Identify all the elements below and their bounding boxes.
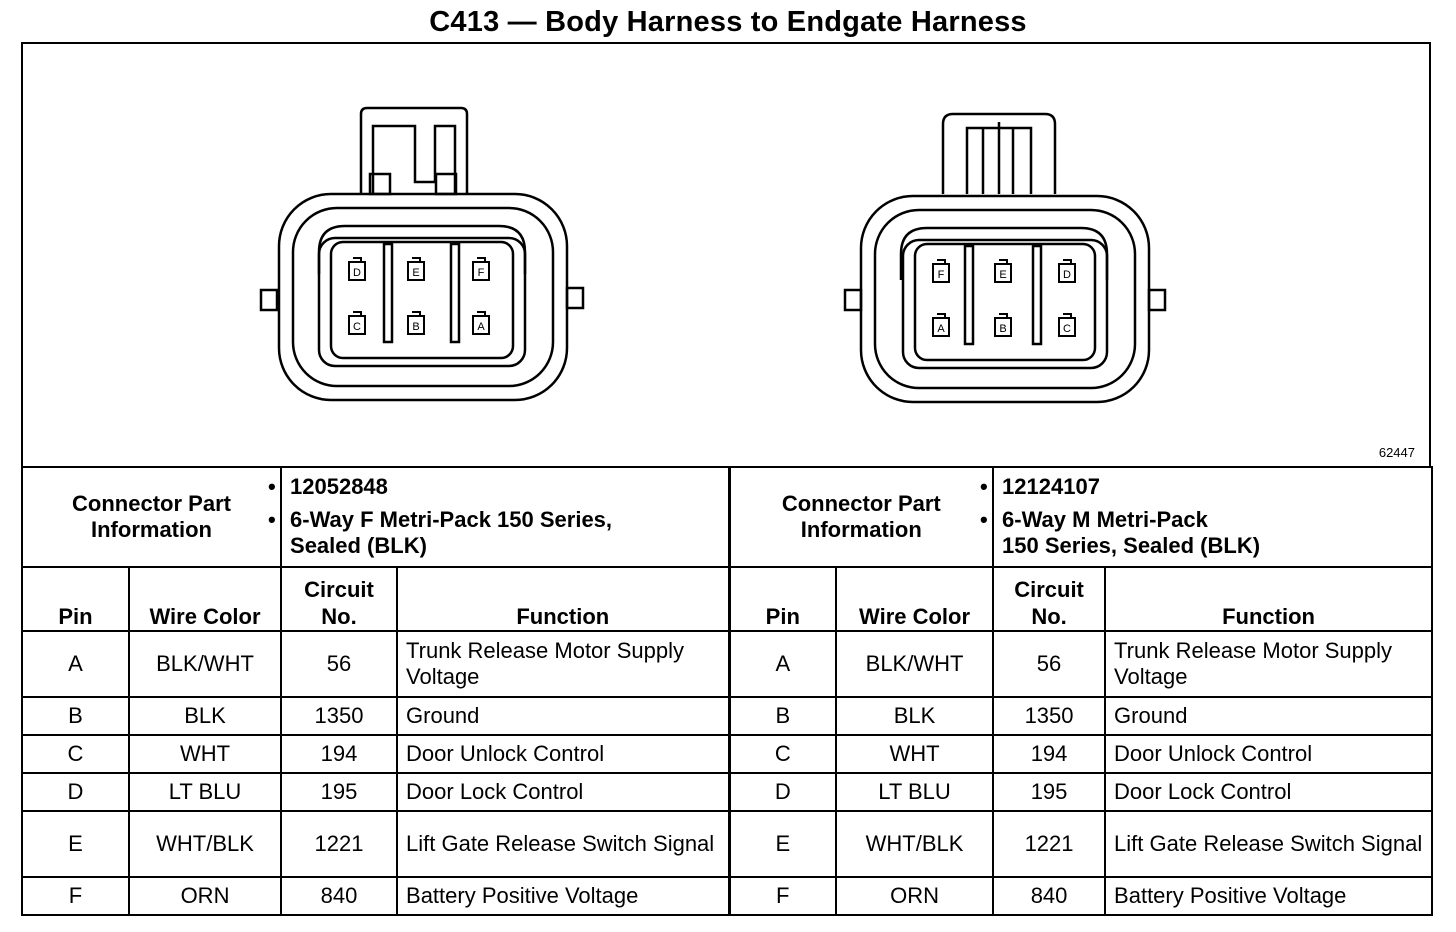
cavity-label: A <box>477 321 485 333</box>
right-part-details: • 12124107 • 6-Way M Metri-Pack 150 Series, Sealed (BLK) <box>993 467 1432 567</box>
circuit-cell: 1350 <box>281 697 397 735</box>
wire-color-cell: BLK/WHT <box>836 631 993 697</box>
pin-cell: C <box>22 735 129 773</box>
pin-cell: D <box>729 773 836 811</box>
connector-figure <box>21 42 1431 466</box>
cavity-label: C <box>1063 323 1071 335</box>
part-number: 12052848 <box>290 474 388 500</box>
wire-color-cell: LT BLU <box>836 773 993 811</box>
circuit-cell: 1350 <box>993 697 1105 735</box>
wire-color-cell: WHT <box>836 735 993 773</box>
wire-color-cell: WHT <box>129 735 281 773</box>
function-cell: Lift Gate Release Switch Signal <box>397 811 729 877</box>
function-cell: Ground <box>1105 697 1432 735</box>
circuit-cell: 1221 <box>281 811 397 877</box>
function-cell: Trunk Release Motor Supply Voltage <box>1105 631 1432 697</box>
pinout-table <box>21 466 1433 916</box>
connector-info-row <box>22 467 1432 567</box>
right-connector-face <box>845 114 1165 402</box>
part-number: 12124107 <box>1002 474 1100 500</box>
pin-cell: A <box>22 631 129 697</box>
table-row <box>22 631 1432 697</box>
circuit-cell: 195 <box>281 773 397 811</box>
col-header-pin: Pin <box>729 567 836 631</box>
cavity-label: D <box>353 267 361 279</box>
circuit-cell: 840 <box>281 877 397 915</box>
col-header-wire-color: Wire Color <box>836 567 993 631</box>
col-header-wire-color: Wire Color <box>129 567 281 631</box>
left-part-details: • 12052848 • 6-Way F Metri-Pack 150 Series, Sealed (BLK) <box>281 467 729 567</box>
circuit-cell: 840 <box>993 877 1105 915</box>
col-header-function: Function <box>397 567 729 631</box>
part-description-line: 6-Way F Metri-Pack 150 Series, <box>290 506 613 532</box>
cavity-label: B <box>412 321 420 333</box>
column-header-row <box>22 567 1432 631</box>
col-header-circuit: Circuit No. <box>281 567 397 631</box>
col-header-function: Function <box>1105 567 1432 631</box>
pin-cell: C <box>729 735 836 773</box>
pin-cell: F <box>22 877 129 915</box>
cavity-label: F <box>937 269 945 281</box>
pin-cell: D <box>22 773 129 811</box>
wire-color-cell: WHT/BLK <box>129 811 281 877</box>
wire-color-cell: ORN <box>836 877 993 915</box>
table-row <box>22 877 1432 915</box>
circuit-cell: 194 <box>993 735 1105 773</box>
pin-cell: B <box>729 697 836 735</box>
circuit-cell: 56 <box>993 631 1105 697</box>
wire-color-cell: BLK/WHT <box>129 631 281 697</box>
cavity-label: C <box>353 321 361 333</box>
function-cell: Door Unlock Control <box>397 735 729 773</box>
function-cell: Door Unlock Control <box>1105 735 1432 773</box>
function-cell: Battery Positive Voltage <box>1105 877 1432 915</box>
circuit-cell: 1221 <box>993 811 1105 877</box>
function-cell: Lift Gate Release Switch Signal <box>1105 811 1432 877</box>
cavity-label: B <box>999 323 1007 335</box>
pin-cell: E <box>729 811 836 877</box>
cavity-label: D <box>1063 269 1071 281</box>
part-description-line: Sealed (BLK) <box>290 533 427 559</box>
figure-number: 62447 <box>1378 445 1415 460</box>
table-row <box>22 773 1432 811</box>
circuit-cell: 56 <box>281 631 397 697</box>
function-cell: Door Lock Control <box>1105 773 1432 811</box>
pin-cell: A <box>729 631 836 697</box>
circuit-cell: 194 <box>281 735 397 773</box>
pin-cell: E <box>22 811 129 877</box>
function-cell: Trunk Release Motor Supply Voltage <box>397 631 729 697</box>
wire-color-cell: ORN <box>129 877 281 915</box>
cavity-label: E <box>999 269 1007 281</box>
part-info-label: Connector Part Information <box>729 467 993 567</box>
function-cell: Battery Positive Voltage <box>397 877 729 915</box>
cavity-label: E <box>412 267 420 279</box>
part-description-line: 6-Way M Metri-Pack <box>1002 506 1208 532</box>
cavity-label: F <box>477 267 485 279</box>
col-header-pin: Pin <box>22 567 129 631</box>
cavity-label: A <box>937 323 945 335</box>
part-info-label: Connector Part Information <box>22 467 281 567</box>
table-row <box>22 811 1432 877</box>
left-connector-face <box>261 108 583 400</box>
part-description-line: 150 Series, Sealed (BLK) <box>1002 533 1261 559</box>
pin-cell: B <box>22 697 129 735</box>
col-header-circuit: Circuit No. <box>993 567 1105 631</box>
function-cell: Ground <box>397 697 729 735</box>
wire-color-cell: BLK <box>836 697 993 735</box>
function-cell: Door Lock Control <box>397 773 729 811</box>
wire-color-cell: BLK <box>129 697 281 735</box>
circuit-cell: 195 <box>993 773 1105 811</box>
diagram-title: C413 — Body Harness to Endgate Harness <box>429 6 1027 38</box>
table-row <box>22 697 1432 735</box>
pin-cell: F <box>729 877 836 915</box>
wire-color-cell: WHT/BLK <box>836 811 993 877</box>
wire-color-cell: LT BLU <box>129 773 281 811</box>
connector-drawing <box>23 44 1433 468</box>
table-row <box>22 735 1432 773</box>
